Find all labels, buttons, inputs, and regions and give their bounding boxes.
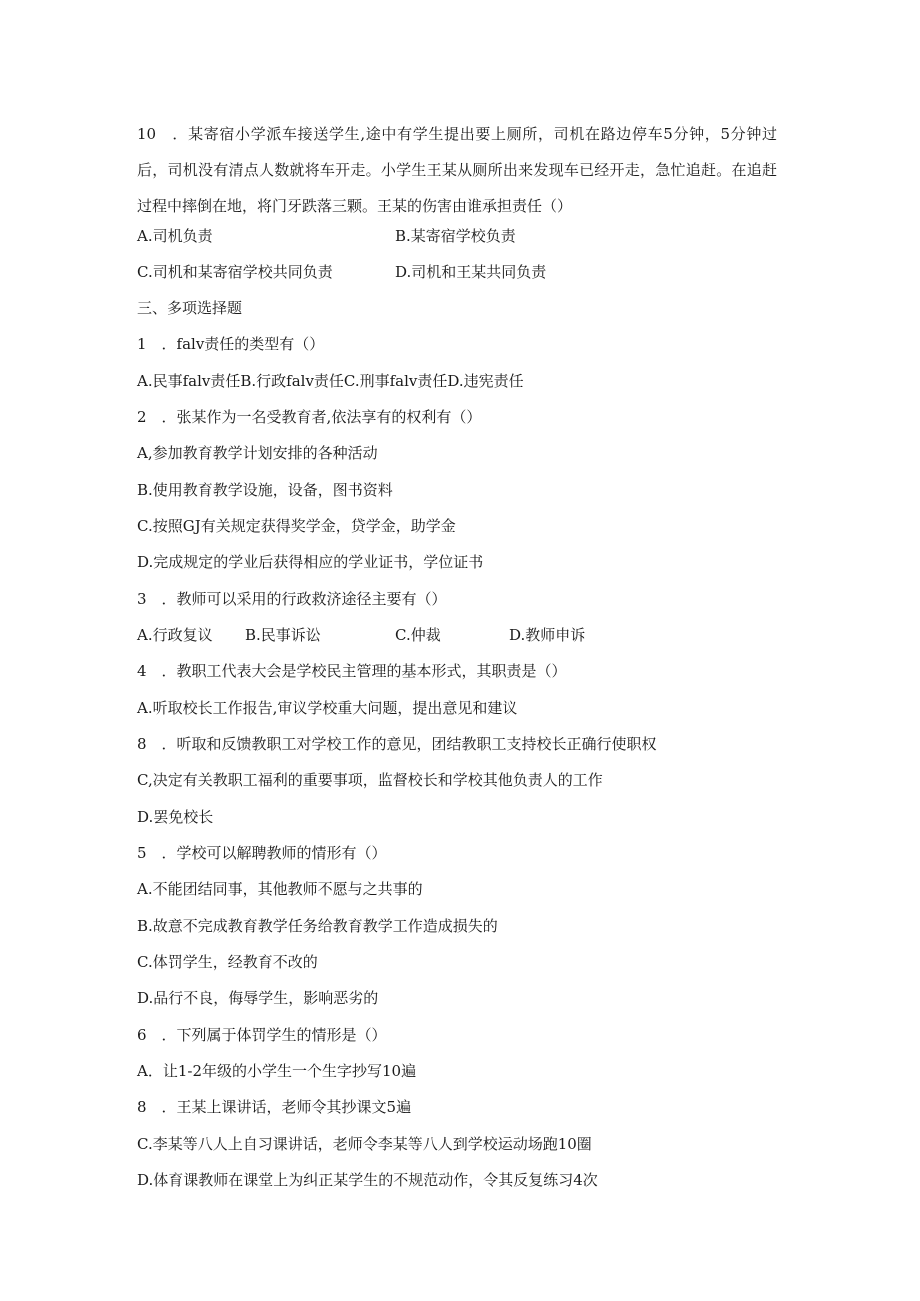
q3-option-b: B.民事诉讼 xyxy=(245,626,321,644)
q5-option-b: B.故意不完成教育教学任务给教育教学工作造成损失的 xyxy=(137,917,498,935)
q2-option-b: B.使用教育教学设施，设备，图书资料 xyxy=(137,481,393,499)
question-2-stem: 2 ．张某作为一名受教育者,依法享有的权利有（） xyxy=(137,408,482,426)
q4-option-c: C,决定有关教职工福利的重要事项，监督校长和学校其他负责人的工作 xyxy=(137,771,603,789)
q10-option-a: A.司机负责 xyxy=(137,227,213,245)
q2-option-d: D.完成规定的学业后获得相应的学业证书，学位证书 xyxy=(137,553,484,571)
q4-option-a: A.听取校长工作报告,审议学校重大问题，提出意见和建议 xyxy=(137,699,518,717)
q6-option-c: C.李某等八人上自习课讲话，老师令李某等八人到学校运动场跑10圈 xyxy=(137,1135,592,1153)
q6-option-d: D.体育课教师在课堂上为纠正某学生的不规范动作，令其反复练习4次 xyxy=(137,1171,598,1189)
q6-option-a: A．让1-2年级的小学生一个生字抄写10遍 xyxy=(137,1062,417,1080)
q10-option-c: C.司机和某寄宿学校共同负责 xyxy=(137,263,333,281)
question-1-stem: 1 ．falv责任的类型有（） xyxy=(137,335,325,353)
q3-option-d: D.教师申诉 xyxy=(509,626,586,644)
q3-option-a: A.行政复议 xyxy=(137,626,213,644)
q2-option-c: C.按照GJ有关规定获得奖学金，贷学金，助学金 xyxy=(137,517,456,535)
q1-options: A.民事falv责任B.行政falv责任C.刑事falv责任D.违宪责任 xyxy=(137,372,524,390)
question-4-stem: 4 ．教职工代表大会是学校民主管理的基本形式，其职责是（） xyxy=(137,662,567,680)
question-5-stem: 5 ．学校可以解聘教师的情形有（） xyxy=(137,844,387,862)
q4-option-b: 8 ．听取和反馈教职工对学校工作的意见，团结教职工支持校长正确行使职权 xyxy=(137,735,657,753)
q2-option-a: A,参加教育教学计划安排的各种活动 xyxy=(137,444,378,462)
q5-option-d: D.品行不良，侮辱学生，影响恶劣的 xyxy=(137,989,379,1007)
question-3-stem: 3 ．教师可以采用的行政救济途径主要有（） xyxy=(137,590,447,608)
q4-option-d: D.罢免校长 xyxy=(137,808,214,826)
section-title: 三、多项选择题 xyxy=(137,299,243,317)
q6-option-b: 8 ．王某上课讲话，老师令其抄课文5遍 xyxy=(137,1098,412,1116)
q5-option-a: A.不能团结同事，其他教师不愿与之共事的 xyxy=(137,880,423,898)
q5-option-c: C.体罚学生，经教育不改的 xyxy=(137,953,318,971)
q3-option-c: C.仲裁 xyxy=(395,626,441,644)
question-10-stem: 10 ．某寄宿小学派车接送学生,途中有学生提出要上厕所，司机在路边停车5分钟，5分钟过后，司机没有清点人数就将车开走。小学生王某从厕所出来发现车已经开走，急忙追赶。在追赶过程中摔倒在地，将门牙跌落三颗。王某的伤害由谁承担责任（） xyxy=(137,125,777,215)
question-6-stem: 6 ．下列属于体罚学生的情形是（） xyxy=(137,1026,387,1044)
q10-option-b: B.某寄宿学校负责 xyxy=(395,227,516,245)
q10-option-d: D.司机和王某共同负责 xyxy=(395,263,547,281)
